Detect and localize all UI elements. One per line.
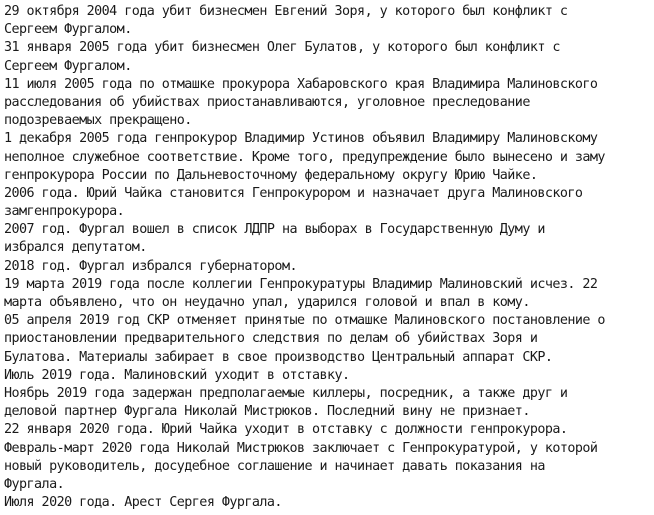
text-line: деловой партнер Фургала Николай Мистрюков. Последний вину не признает. bbox=[4, 404, 530, 420]
text-line: Фургала. bbox=[4, 476, 65, 492]
text-line: Июль 2019 года. Малиновский уходит в отставку. bbox=[4, 367, 350, 383]
text-line: марта объявлено, что он неудачно упал, ударился головой и впал в кому. bbox=[4, 295, 530, 310]
text-line: 2006 года. Юрий Чайка становится Генпрокурором и назначает друга Малиновского bbox=[4, 185, 583, 201]
document-text bbox=[4, 3, 652, 512]
text-line: генпрокурора России по Дальневосточному федеральному округу Юрию Чайке. bbox=[4, 167, 538, 183]
text-line: новый руководитель, досудебное соглашение и начинает давать показания на bbox=[4, 458, 545, 474]
text-line: замгенпрокурора. bbox=[4, 204, 125, 220]
text-line: 22 января 2020 года. Юрий Чайка уходит в отставку с должности генпрокурора. bbox=[4, 422, 568, 438]
text-line: 11 июля 2005 года по отмашке прокурора Хабаровского края Владимира Малиновского bbox=[4, 76, 598, 92]
text-line: избрался депутатом. bbox=[4, 240, 147, 256]
text-line: Ноябрь 2019 года задержан предполагаемые киллеры, посредник, а также друг и bbox=[4, 385, 568, 401]
text-line: Февраль-март 2020 года Николай Мистрюков заключает с Генпрокуратурой, у которой bbox=[4, 440, 598, 456]
text-line: Булатова. Материалы забирает в свое производство Центральный аппарат СКР. bbox=[4, 349, 553, 365]
text-line: Сергеем Фургалом. bbox=[4, 58, 132, 74]
text-line: 1 декабря 2005 года генпрокурор Владимир Устинов объявил Владимиру Малиновскому bbox=[4, 131, 598, 147]
text-line: Сергеем Фургалом. bbox=[4, 22, 132, 38]
text-line: 2007 год. Фургал вошел в список ЛДПР на выборах в Государственную Думу и bbox=[4, 222, 545, 238]
text-line: подозреваемых прекращено. bbox=[4, 113, 192, 129]
text-line: Июля 2020 года. Арест Сергея Фургала. bbox=[4, 495, 282, 511]
text-line: расследования об убийствах приостанавливаются, уголовное преследование bbox=[4, 94, 530, 110]
text-line: приостановлении предварительного следствия по делам об убийствах Зоря и bbox=[4, 331, 538, 347]
text-line: 05 апреля 2019 год СКР отменяет принятые по отмашке Малиновского постановление о bbox=[4, 313, 605, 329]
text-line: 31 января 2005 года убит бизнесмен Олег Булатов, у которого был конфликт с bbox=[4, 40, 560, 56]
text-line: 19 марта 2019 года после коллегии Генпрокуратуры Владимир Малиновский исчез. 22 bbox=[4, 276, 598, 292]
text-line: 29 октября 2004 года убит бизнесмен Евгений Зоря, у которого был конфликт с bbox=[4, 4, 568, 19]
text-line: 2018 год. Фургал избрался губернатором. bbox=[4, 258, 297, 274]
text-line: неполное служебное соответствие. Кроме того, предупреждение было вынесено и заму bbox=[4, 149, 605, 165]
